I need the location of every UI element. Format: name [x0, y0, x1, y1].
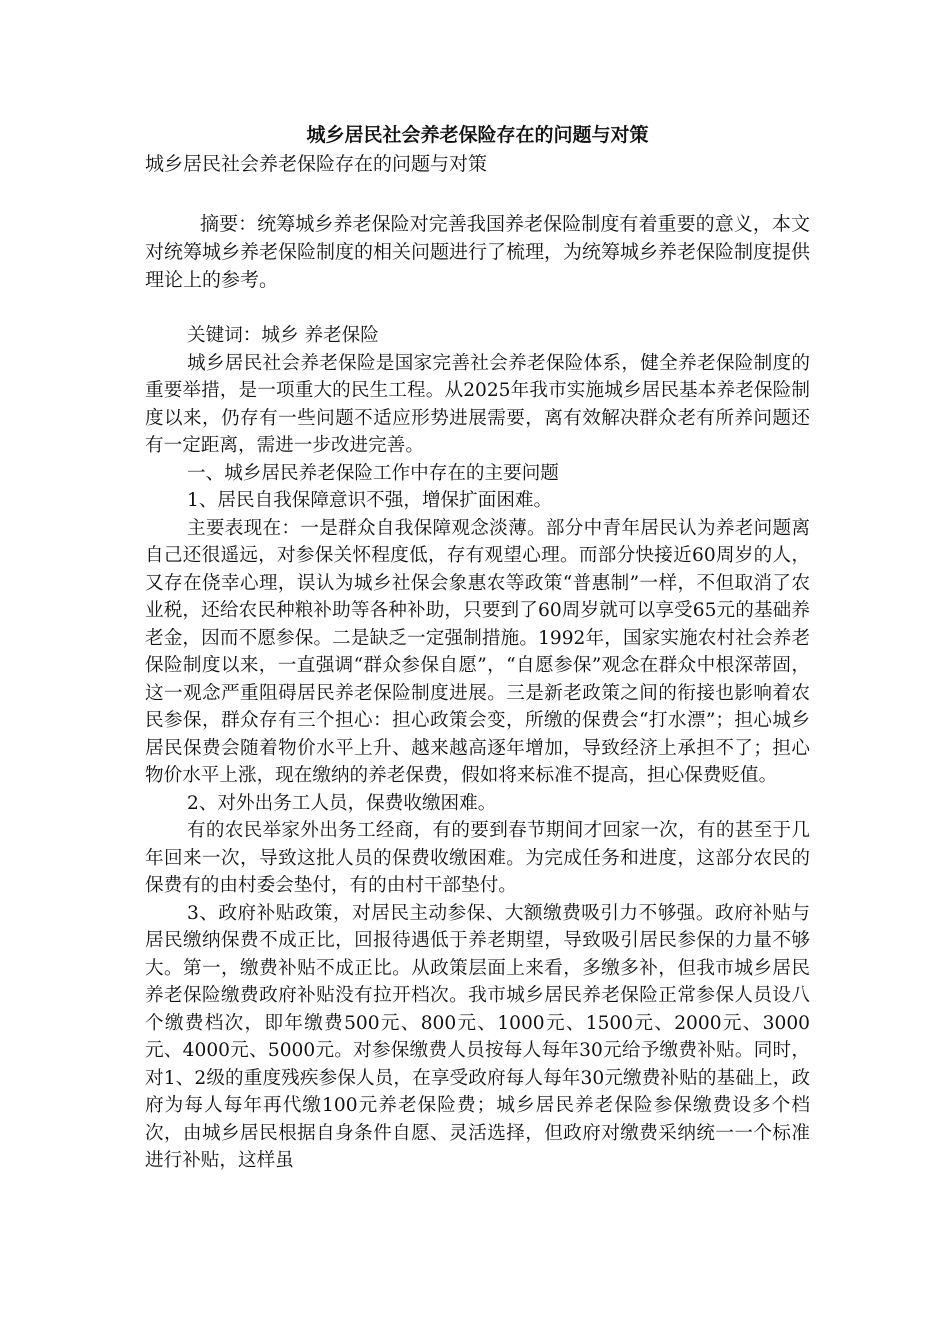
- subsection-heading-1: 1、居民自我保障意识不强，增保扩面困难。: [187, 490, 553, 511]
- keywords-line: 关键词：城乡 养老保险: [187, 325, 379, 346]
- subsection-paragraph-3: 3、政府补贴政策，对居民主动参保、大额缴费吸引力不够强。政府补贴与居民缴纳保费不成正比，回报待遇低于养老期望，导致吸引居民参保的力量不够大。第一，缴费补贴不成正比。从政策层面上来看，多缴多补，但我市城乡居民养老保险缴费政府补贴没有拉开档次。我市城乡居民养老保险正常参保人员设八个缴费档次，即年缴费500元、800元、1000元、1500元、2000元、3000元、4000元、5000元。对参保缴费人员按每人每年30元给予缴费补贴。同时，对1、2级的重度残疾参保人员，在享受政府每人每年30元缴费补贴的基础上，政府为每人每年再代缴100元养老保险费；城乡居民养老保险参保缴费设多个档次，由城乡居民根据自身条件自愿、灵活选择，但政府对缴费采纳统一一个标准进行补贴，这样虽: [145, 902, 810, 1171]
- section-heading: 一、城乡居民养老保险工作中存在的主要问题: [187, 462, 559, 484]
- document-subtitle: 城乡居民社会养老保险存在的问题与对策: [145, 153, 488, 175]
- document-title: 城乡居民社会养老保险存在的问题与对策: [306, 124, 649, 146]
- document-body: [145, 120, 810, 1175]
- body-paragraph: 主要表现在：一是群众自我保障观念淡薄。部分中青年居民认为养老问题离自己还很遥远，对参保关怀程度低，存有观望心理。而部分快接近60周岁的人，又存在侥幸心理，误认为城乡社保会象惠农等政策“普惠制”一样，不但取消了农业税，还给农民种粮补助等各种补助，只要到了60周岁就可以享受65元的基础养老金，因而不愿参保。二是缺乏一定强制措施。1992年，国家实施农村社会养老保险制度以来，一直强调“群众参保自愿”，“自愿参保”观念在群众中根深蒂固，这一观念严重阻碍居民养老保险制度进展。三是新老政策之间的衔接也影响着农民参保，群众存有三个担心：担心政策会变，所缴的保费会“打水漂”；担心城乡居民保费会随着物价水平上升、越来越高逐年增加，导致经济上承担不了；担心物价水平上涨，现在缴纳的养老保费，假如将来标准不提高，担心保费贬值。: [145, 517, 810, 786]
- body-paragraph: 有的农民举家外出务工经商，有的要到春节期间才回家一次，有的甚至于几年回来一次，导致这批人员的保费收缴困难。为完成任务和进度，这部分农民的保费有的由村委会垫付，有的由村干部垫付。: [145, 820, 810, 896]
- spacer: [145, 178, 810, 210]
- subsection-heading-2: 2、对外出务工人员，保费收缴困难。: [187, 792, 497, 814]
- spacer: [145, 294, 810, 322]
- intro-paragraph: 城乡居民社会养老保险是国家完善社会养老保险体系，健全养老保险制度的重要举措，是一项重大的民生工程。从2025年我市实施城乡居民基本养老保险制度以来，仍存有一些问题不适应形势进展需要，离有效解决群众老有所养问题还有一定距离，需进一步改进完善。: [145, 352, 810, 456]
- abstract-paragraph: 摘要：统筹城乡养老保险对完善我国养老保险制度有着重要的意义，本文对统筹城乡养老保险制度的相关问题进行了梳理，为统筹城乡养老保险制度提供理论上的参考。: [145, 213, 811, 291]
